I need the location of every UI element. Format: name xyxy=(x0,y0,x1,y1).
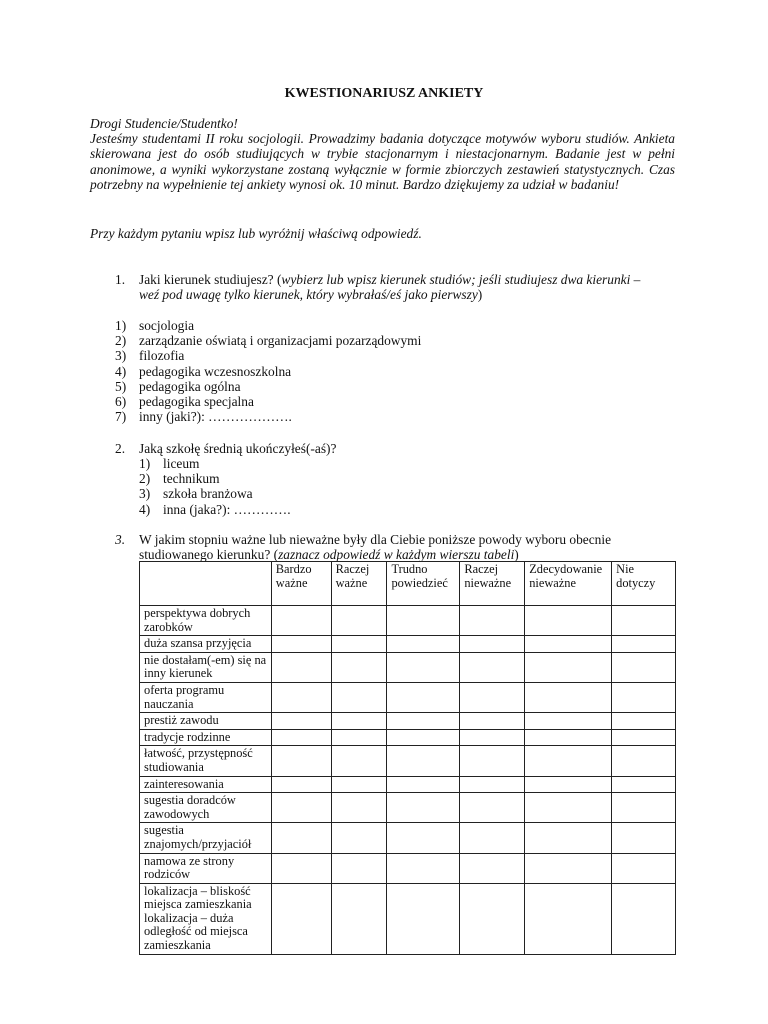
table-header-row xyxy=(140,562,676,606)
option-label: filozofia xyxy=(139,348,185,364)
answer-cell[interactable] xyxy=(525,776,612,793)
answer-cell[interactable] xyxy=(387,636,460,653)
answer-cell[interactable] xyxy=(271,793,331,823)
question-text: Jaką szkołę średnią ukończyłeś(-aś)? xyxy=(139,441,337,456)
answer-cell[interactable] xyxy=(387,652,460,682)
answer-cell[interactable] xyxy=(460,652,525,682)
answer-cell[interactable] xyxy=(612,636,676,653)
reasons-table xyxy=(139,561,676,955)
answer-cell[interactable] xyxy=(331,606,387,636)
answer-cell[interactable] xyxy=(387,853,460,883)
answer-cell[interactable] xyxy=(612,606,676,636)
table-row xyxy=(140,853,676,883)
option-number: 2) xyxy=(115,333,127,349)
answer-cell[interactable] xyxy=(525,853,612,883)
row-label: sugestia doradców zawodowych xyxy=(140,793,272,823)
row-label: oferta programu nauczania xyxy=(140,682,272,712)
question-text: Jaki kierunek studiujesz? ( xyxy=(139,272,282,287)
answer-cell[interactable] xyxy=(387,606,460,636)
answer-cell[interactable] xyxy=(525,746,612,776)
answer-option[interactable] xyxy=(139,486,291,501)
answer-cell[interactable] xyxy=(387,682,460,712)
question-hint: wybierz lub wpisz kierunek studiów; jeśli studiujesz dwa kierunki – xyxy=(281,272,641,287)
row-label: sugestia znajomych/przyjaciół xyxy=(140,823,272,853)
table-row xyxy=(140,729,676,746)
answer-cell[interactable] xyxy=(460,883,525,954)
answer-cell[interactable] xyxy=(331,853,387,883)
answer-cell[interactable] xyxy=(271,652,331,682)
question-text: studiowanego kierunku? ( xyxy=(139,547,279,563)
answer-cell[interactable] xyxy=(525,729,612,746)
answer-cell[interactable] xyxy=(525,636,612,653)
answer-cell[interactable] xyxy=(525,823,612,853)
option-number: 3) xyxy=(115,348,127,364)
answer-cell[interactable] xyxy=(612,853,676,883)
row-label: zainteresowania xyxy=(140,776,272,793)
row-label: namowa ze strony rodziców xyxy=(140,853,272,883)
option-number: 4) xyxy=(139,501,151,517)
option-number: 3) xyxy=(139,486,151,502)
answer-cell[interactable] xyxy=(460,713,525,730)
question-number: 3. xyxy=(115,532,126,547)
table-row xyxy=(140,746,676,776)
question-hint: weź pod uwagę tylko kierunek, który wybrałaś/eś jako pierwszy xyxy=(139,287,478,303)
table-row xyxy=(140,793,676,823)
answer-cell[interactable] xyxy=(387,746,460,776)
table-header-cell: Bardzo ważne xyxy=(271,562,331,606)
option-label: szkoła branżowa xyxy=(163,486,253,502)
table-row xyxy=(140,776,676,793)
q1-options xyxy=(115,318,421,424)
answer-cell[interactable] xyxy=(460,776,525,793)
answer-cell[interactable] xyxy=(271,823,331,853)
table-row xyxy=(140,606,676,636)
table-row xyxy=(140,652,676,682)
option-label: socjologia xyxy=(139,318,195,333)
question-text: ) xyxy=(514,547,519,563)
intro-body: Jesteśmy studentami II roku socjologii. Prowadzimy badania dotyczące motywów wyboru studiów. Ankieta skierowana jest do osób studiujących w trybie stacjonarnym i niestacjonarnym. Badanie jest w pełni anonimowe, a wyniki wykorzystane zostaną wyłącznie w formie zbiorczych zestawień statystycznych. Czas potrzebny na wypełnienie tej ankiety wynosi ok. 10 minut. Bardzo dziękujemy za udział w badaniu! xyxy=(90,131,675,192)
row-label: perspektywa dobrych zarobków xyxy=(140,606,272,636)
option-number: 6) xyxy=(115,394,127,410)
answer-cell[interactable] xyxy=(387,883,460,954)
answer-cell[interactable] xyxy=(612,682,676,712)
option-label: pedagogika wczesnoszkolna xyxy=(139,363,292,379)
instruction-text: Przy każdym pytaniu wpisz lub wyróżnij właściwą odpowiedź. xyxy=(90,226,422,241)
answer-option[interactable] xyxy=(115,394,421,409)
answer-option[interactable] xyxy=(115,333,421,348)
answer-cell[interactable] xyxy=(271,853,331,883)
answer-cell[interactable] xyxy=(612,793,676,823)
page-title: KWESTIONARIUSZ ANKIETY xyxy=(284,86,484,101)
answer-cell[interactable] xyxy=(271,713,331,730)
table-header-cell: Nie dotyczy xyxy=(612,562,676,606)
answer-cell[interactable] xyxy=(460,746,525,776)
answer-cell[interactable] xyxy=(612,652,676,682)
question-hint: zaznacz odpowiedź w każdym wierszu tabeli xyxy=(278,547,515,563)
answer-cell[interactable] xyxy=(460,636,525,653)
answer-cell[interactable] xyxy=(612,776,676,793)
answer-cell[interactable] xyxy=(460,606,525,636)
answer-cell[interactable] xyxy=(612,883,676,954)
answer-cell[interactable] xyxy=(331,883,387,954)
answer-cell[interactable] xyxy=(331,713,387,730)
answer-option[interactable] xyxy=(139,471,291,486)
option-number: 4) xyxy=(115,363,127,379)
table-header-cell: Raczej ważne xyxy=(331,562,387,606)
answer-cell[interactable] xyxy=(525,793,612,823)
answer-cell[interactable] xyxy=(331,729,387,746)
option-number: 1) xyxy=(115,318,127,333)
answer-cell[interactable] xyxy=(460,853,525,883)
answer-cell[interactable] xyxy=(331,636,387,653)
answer-cell[interactable] xyxy=(612,746,676,776)
table-header-corner xyxy=(140,562,272,606)
answer-cell[interactable] xyxy=(331,652,387,682)
answer-cell[interactable] xyxy=(612,823,676,853)
row-label: tradycje rodzinne xyxy=(140,729,272,746)
answer-option[interactable] xyxy=(115,409,421,424)
answer-cell[interactable] xyxy=(271,729,331,746)
option-number: 7) xyxy=(115,409,127,425)
answer-cell[interactable] xyxy=(271,606,331,636)
table-row xyxy=(140,713,676,730)
question-text: W jakim stopniu ważne lub nieważne były dla Ciebie poniższe powody wyboru obecnie xyxy=(139,532,612,547)
answer-cell[interactable] xyxy=(331,776,387,793)
option-label: inna (jaka?): …………. xyxy=(163,501,291,517)
option-label: pedagogika ogólna xyxy=(139,378,241,394)
answer-cell[interactable] xyxy=(331,793,387,823)
answer-cell[interactable] xyxy=(612,729,676,746)
answer-cell[interactable] xyxy=(612,713,676,730)
option-label: pedagogika specjalna xyxy=(139,394,254,410)
option-label: inny (jaki?): ………………. xyxy=(139,409,292,425)
answer-cell[interactable] xyxy=(460,682,525,712)
answer-cell[interactable] xyxy=(271,636,331,653)
answer-cell[interactable] xyxy=(525,606,612,636)
answer-cell[interactable] xyxy=(525,883,612,954)
table-header-cell: Trudno powiedzieć xyxy=(387,562,460,606)
option-number: 5) xyxy=(115,378,127,394)
row-label: duża szansa przyjęcia xyxy=(140,636,272,653)
row-label: nie dostałam(-em) się na inny kierunek xyxy=(140,652,272,682)
answer-cell[interactable] xyxy=(525,682,612,712)
answer-option[interactable] xyxy=(139,456,291,471)
answer-option[interactable] xyxy=(115,348,421,363)
answer-cell[interactable] xyxy=(271,776,331,793)
row-label: lokalizacja – bliskość miejsca zamieszkania lokalizacja – duża odległość od miejsca zamieszkania xyxy=(140,883,272,954)
answer-cell[interactable] xyxy=(387,713,460,730)
answer-cell[interactable] xyxy=(387,729,460,746)
answer-option[interactable] xyxy=(139,502,291,517)
table-header-cell: Zdecydowanie nieważne xyxy=(525,562,612,606)
q2-options xyxy=(139,456,291,517)
answer-cell[interactable] xyxy=(331,746,387,776)
table-row xyxy=(140,823,676,853)
answer-option[interactable] xyxy=(115,364,421,379)
table-header-cell: Raczej nieważne xyxy=(460,562,525,606)
answer-cell[interactable] xyxy=(271,746,331,776)
answer-cell[interactable] xyxy=(525,713,612,730)
answer-cell[interactable] xyxy=(331,823,387,853)
row-label: łatwość, przystępność studiowania xyxy=(140,746,272,776)
intro-text xyxy=(90,116,675,192)
intro-greeting: Drogi Studencie/Studentko! xyxy=(90,116,238,131)
answer-cell[interactable] xyxy=(525,652,612,682)
row-label: prestiż zawodu xyxy=(140,713,272,730)
answer-cell[interactable] xyxy=(271,682,331,712)
question-number: 2. xyxy=(115,441,126,456)
option-label: technikum xyxy=(163,471,220,487)
table-row xyxy=(140,636,676,653)
option-label: liceum xyxy=(163,456,200,471)
answer-cell[interactable] xyxy=(460,793,525,823)
answer-cell[interactable] xyxy=(271,883,331,954)
table-row xyxy=(140,682,676,712)
answer-cell[interactable] xyxy=(387,776,460,793)
answer-cell[interactable] xyxy=(460,823,525,853)
option-number: 1) xyxy=(139,456,151,471)
answer-option[interactable] xyxy=(115,379,421,394)
answer-cell[interactable] xyxy=(387,823,460,853)
question-number: 1. xyxy=(115,272,126,287)
answer-cell[interactable] xyxy=(460,729,525,746)
answer-option[interactable] xyxy=(115,318,421,333)
answer-cell[interactable] xyxy=(331,682,387,712)
answer-cell[interactable] xyxy=(387,793,460,823)
option-number: 2) xyxy=(139,471,151,487)
option-label: zarządzanie oświatą i organizacjami pozarządowymi xyxy=(139,333,422,349)
question-text: ) xyxy=(477,287,483,303)
table-row xyxy=(140,883,676,954)
